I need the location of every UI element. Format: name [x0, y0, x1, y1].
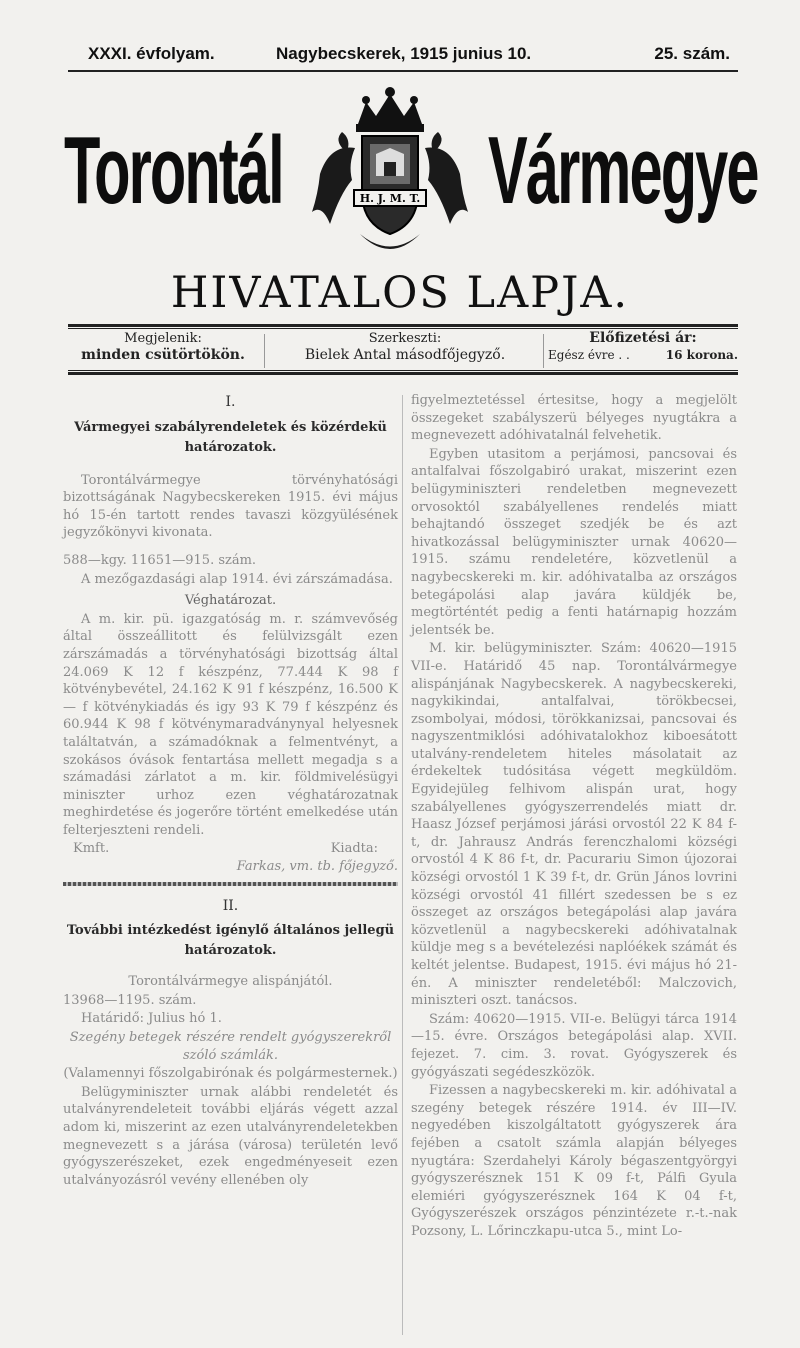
body-text: Belügyminiszter urnak alábbi rendeletét és utalványrendeleteit további eljárás végett azzal adom ki, miszerint az ezen utalványrendeletekben megnevezett s a járása (városa) területén levő gyógyszerészeket, ezek engedményeseit ezen utalványozásról vevény ellenében oly	[63, 1084, 398, 1188]
right-paragraph-1: figyelmeztetéssel értesitse, hogy a megjelölt összegeket szabályszerü bélyeges nyugtákra a megnevezett adóhivatalnál felvehetik.	[411, 393, 737, 444]
price-line	[548, 347, 738, 364]
info-bottom-rule-thin	[68, 370, 738, 371]
top-rule	[68, 70, 738, 72]
deadline: Határidő: Julius hó 1.	[81, 1011, 222, 1027]
subject-2: Szegény betegek részére rendelt gyógyszerekről szóló számlák.	[69, 1030, 392, 1063]
section-2-number: II.	[222, 897, 239, 914]
price-period: Egész évre . .	[548, 348, 630, 362]
editor-value: Bielek Antal másodfőjegyző.	[304, 347, 506, 363]
subject-1: A mezőgazdasági alap 1914. évi zárszámadása.	[81, 571, 393, 587]
editor-label: Szerkeszti:	[368, 331, 442, 346]
section-1-number: I.	[225, 394, 236, 410]
signature-name: Farkas, vm. tb. főjegyző.	[236, 859, 398, 875]
column-divider	[402, 395, 403, 1335]
sender: Torontálvármegye alispánjától.	[128, 974, 333, 990]
masthead-left-word: Torontál	[64, 117, 283, 224]
right-column	[411, 392, 737, 1242]
issue-info-line	[88, 44, 730, 64]
masthead-right-word: Vármegye	[488, 117, 758, 224]
reference-1: 588—kgy. 11651—915. szám.	[63, 552, 257, 568]
right-paragraph-4: Szám: 40620—1915. VII-e. Belügyi tárca 1914—15. évre. Országos betegápolási alap. XVII. fejezet. 7. cim. 3. rovat. Gyógyszerek és gyógyászati segédeszközök.	[411, 1011, 737, 1080]
editor-info	[270, 330, 540, 370]
appearance-info	[70, 330, 256, 370]
place-date: Nagybecskerek, 1915 junius 10.	[276, 44, 532, 63]
signature-line	[63, 840, 398, 858]
right-paragraph-2: Egyben utasitom a perjámosi, pancsovai és antalfalvai főszolgabiró urakat, miszerint ezen belügyminiszteri rendeletben megnevezett orvosoktól szabályellenes rendelés miatt behajtandó összeget szedjék be és azt hivatkozással belügyminiszter urnak 40620—1915. számu rendeletére, közvetlenül a nagybecskereki m. kir. adóhivatalba az országos betegápolási alap javára küldjék be, megtörténtét pedig a fenti határnapig hozzám jelentsék be.	[411, 446, 737, 638]
reference-2: 13968—1195. szám.	[63, 992, 197, 1008]
info-top-rule-thin	[68, 328, 738, 329]
section-separator	[63, 882, 398, 886]
price-value: 16 korona.	[665, 348, 738, 362]
decision-text: A m. kir. pü. igazgatóság m. r. számvevőség által összeállitott és felülvizsgált ezen zárszámadás a törvényhatósági bizottság által 24.069 K 12 f készpénz, 77.444 K 98 f kötvénybevétel, 24.162 K 91 f készpénz, 16.500 K — f kötvénykiadás és igy 93 K 79 f készpénz és 60.944 K 98 f kötvénymaradványnyal helyesnek találtatván, a számadóknak a felmentvényt, a szokásos óvások fentartása mellett megadja s a számadási zárlatot a m. kir. földmivelésügyi miniszter urhoz ezen véghatározatnak meghirdetése és jogerőre történt emelkedése után felterjeszteni rendeli.	[63, 611, 398, 838]
decision-title: Véghatározat.	[184, 593, 277, 609]
section-2-title: További intézkedést igénylő általános jellegü határozatok.	[66, 923, 395, 959]
info-top-rule	[68, 324, 738, 327]
masthead-subtitle: HIVATALOS LAPJA.	[170, 268, 630, 318]
right-paragraph-3: M. kir. belügyminiszter. Szám: 40620—1915 VII-e. Határidő 45 nap. Torontálvármegye alispánjának Nagybecskerek. A nagybecskereki, nagykikindai, antalfalvai, törökbecsei, zsombolyai, módosi, törökkanizsai, pancsovai és nagyszentmiklósi adóhivatalokhoz kiboesátott utalvány-rendeletem hiteles másolatait az érdekeltek tudósitása végett megküldöm. Egyidejüleg felhivom alispán urat, hogy szabályellenes gyógyszerrendelés miatt dr. Haasz József perjámosi járási orvostól 22 K 84 f-t, dr. Jahrausz András ferenczhalomi községi orvostól 4 K 86 f-t, dr. Pacurariu Simon újozorai községi orvostól 1 K 39 f-t, dr. Grün János lovrini községi orvostól 41 fillért szedessen be s ez összeget az országos betegápolási alap javára közvetlenül a nagybecskereki adóhivatalnak küldje meg s a bevételezési naplóékek számát és keltét jelentse. Budapest, 1915. évi május hó 21-én. A miniszter rendeletéből: Malczovich, miniszteri oszt. tanácsos.	[411, 641, 737, 1009]
signature-issued: Kiadta:	[330, 841, 378, 857]
volume-label: XXXI. évfolyam.	[88, 44, 215, 63]
left-column	[63, 392, 398, 1190]
right-paragraph-5: Fizessen a nagybecskereki m. kir. adóhivatal a szegény betegek részére 1914. év III—IV. negyedében kiszolgáltatott gyógyszerek ára fejében a csatolt számla alapján bélyeges nyugtára: Szerdahelyi Károly bégaszentgyörgyi gyógyszerésznek 151 K 09 f-t, Pálfi Gyula elemiéri gyógyszerésznek 164 K 04 f-t, Gyógyszerészek országos pénzintézete r.-t.-nak Pozsony, L. Lőrinczkapu-utca 5., mint Lo-	[411, 1083, 737, 1239]
minutes-intro: Torontálvármegye törvényhatósági bizottságának Nagybecskereken 1915. évi május hó 15-én tartott rendes tavaszi közgyülésének jegyzőkönyvi kivonata.	[63, 472, 398, 541]
addressee: (Valamennyi főszolgabirónak és polgármesternek.)	[63, 1066, 398, 1082]
price-info	[548, 330, 738, 370]
info-bottom-rule	[68, 372, 738, 375]
appears-value: minden csütörtökön.	[81, 347, 245, 363]
coat-of-arms-icon	[300, 84, 480, 264]
section-1-title: Vármegyei szabályrendeletek és közérdekü határozatok.	[74, 419, 387, 455]
appears-label: Megjelenik:	[124, 331, 202, 346]
issue-number: 25. szám.	[654, 44, 730, 63]
signature-kmft: Kmft.	[73, 841, 110, 857]
crest-ribbon-text: H. J. M. T.	[359, 192, 421, 205]
info-divider-2	[543, 334, 544, 368]
info-divider-1	[264, 334, 265, 368]
price-label: Előfizetési ár:	[589, 330, 697, 346]
